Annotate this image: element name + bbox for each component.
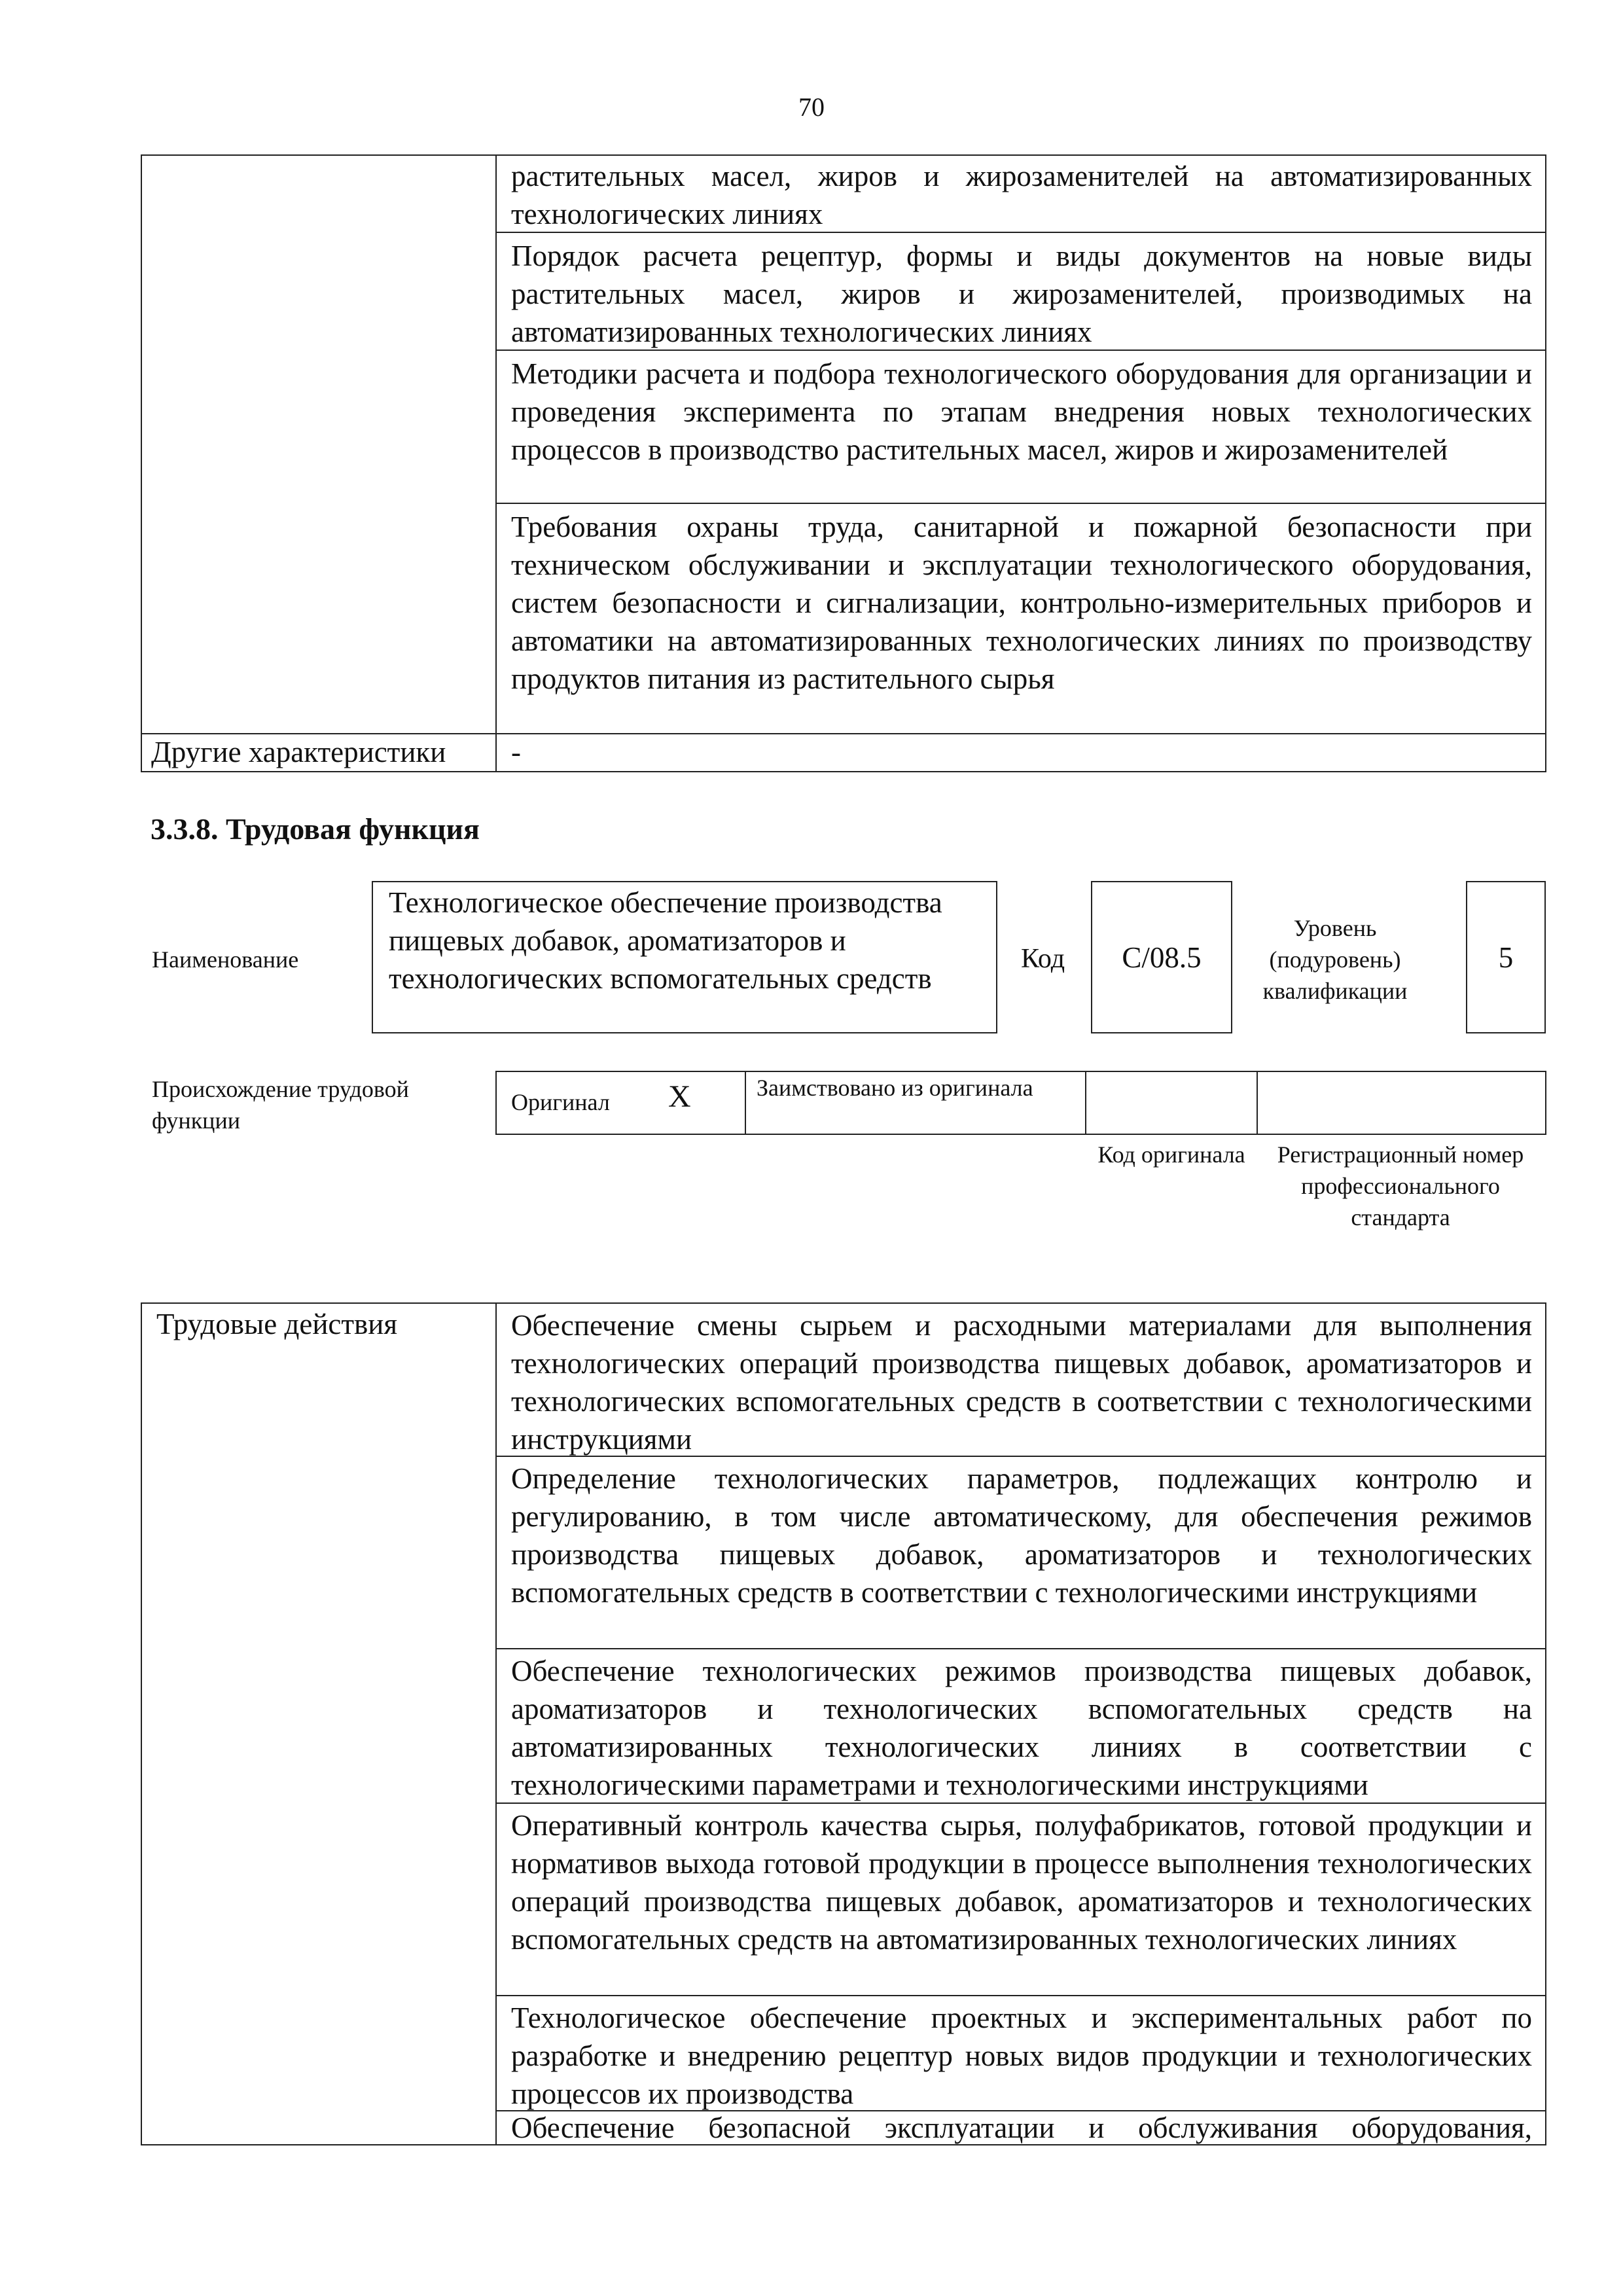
section-heading: 3.3.8. Трудовая функция xyxy=(151,812,480,846)
action-row xyxy=(495,1302,1546,1457)
level-box xyxy=(1466,881,1546,1033)
action-text: Определение технологических параметров, подлежащих контролю и регулированию, в том числе автоматическому, для обеспечения режимов производства пищевых добавок, ароматизаторов и технологических вспомогательных средств в соответствии с технологическими инструкциями xyxy=(511,1462,1532,1609)
row-text: растительных масел, жиров и жирозаменителей на автоматизированных технологических линиях xyxy=(511,160,1532,230)
origin-label: Происхождение трудовой функции xyxy=(152,1076,409,1134)
original-cell xyxy=(495,1071,746,1135)
action-text: Технологическое обеспечение проектных и экспериментальных работ по разработке и внедрению рецептур новых видов продукции и технологических процессов их производства xyxy=(511,2001,1532,2110)
table-row xyxy=(495,503,1546,734)
action-text: Обеспечение смены сырьем и расходными материалами для выполнения технологических операций производства пищевых добавок, ароматизаторов и технологических вспомогательных средств в соответствии с технологическими инструкциями xyxy=(511,1309,1532,1456)
page-number: 70 xyxy=(798,92,825,122)
registration-number-caption: Регистрационный номер профессионального стандарта xyxy=(1277,1141,1524,1230)
registration-number-cell xyxy=(1257,1071,1546,1135)
function-name-value: Технологическое обеспечение производства пищевых добавок, ароматизаторов и технологических вспомогательных средств xyxy=(389,886,942,995)
code-value: C/08.5 xyxy=(1122,941,1202,974)
row-text: Требования охраны труда, санитарной и пожарной безопасности при техническом обслуживании и эксплуатации технологического оборудования, систем безопасности и сигнализации, контрольно-измерительных приборов и автоматики на автоматизированных технологических линиях по производству продуктов питания из растительного сырья xyxy=(511,511,1532,695)
code-label: Код xyxy=(1021,944,1065,974)
table-row xyxy=(495,232,1546,351)
table-row xyxy=(495,154,1546,233)
action-row xyxy=(495,1995,1546,2111)
actions-label-cell xyxy=(141,1302,497,2145)
other-characteristics-value: - xyxy=(511,736,521,768)
action-text: Обеспечение технологических режимов производства пищевых добавок, ароматизаторов и технологических вспомогательных средств на автоматизированных технологических линиях в соответствии с технологическими параметрами и технологическими инструкциями xyxy=(511,1655,1532,1801)
original-code-caption: Код оригинала xyxy=(1097,1141,1245,1168)
level-value: 5 xyxy=(1498,941,1514,974)
table-left-empty-cell xyxy=(141,154,497,734)
original-code-cell xyxy=(1085,1071,1258,1135)
table-row xyxy=(495,350,1546,504)
other-characteristics-label-cell xyxy=(141,733,497,772)
borrowed-label: Заимствовано из оригинала xyxy=(757,1075,1033,1101)
level-label: Уровень (подуровень) квалификации xyxy=(1262,915,1408,1004)
name-label: Наименование xyxy=(152,946,299,973)
original-mark: X xyxy=(668,1079,691,1114)
actions-label: Трудовые действия xyxy=(156,1308,398,1340)
action-row xyxy=(495,1648,1546,1804)
action-text: Оперативный контроль качества сырья, полуфабрикатов, готовой продукции и нормативов выхода готовой продукции в процессе выполнения технологических операций производства пищевых добавок, ароматизаторов и технологических вспомогательных средств на автоматизированных технологических линиях xyxy=(511,1809,1532,1956)
action-row xyxy=(495,2110,1546,2145)
function-name-box xyxy=(372,881,997,1033)
other-characteristics-label: Другие характеристики xyxy=(151,736,446,768)
borrowed-cell xyxy=(745,1071,1086,1135)
original-label: Оригинал xyxy=(511,1089,610,1115)
action-row xyxy=(495,1456,1546,1649)
code-box xyxy=(1091,881,1232,1033)
other-characteristics-value-cell xyxy=(495,733,1546,772)
row-text: Порядок расчета рецептур, формы и виды документов на новые виды растительных масел, жиров и жирозаменителей, производимых на автоматизированных технологических линиях xyxy=(511,240,1532,348)
row-text: Методики расчета и подбора технологического оборудования для организации и проведения эксперимента по этапам внедрения новых технологических процессов в производство растительных масел, жиров и жирозаменителей xyxy=(511,357,1532,466)
action-text: Обеспечение безопасной эксплуатации и обслуживания оборудования, xyxy=(511,2111,1532,2144)
action-row xyxy=(495,1803,1546,1996)
